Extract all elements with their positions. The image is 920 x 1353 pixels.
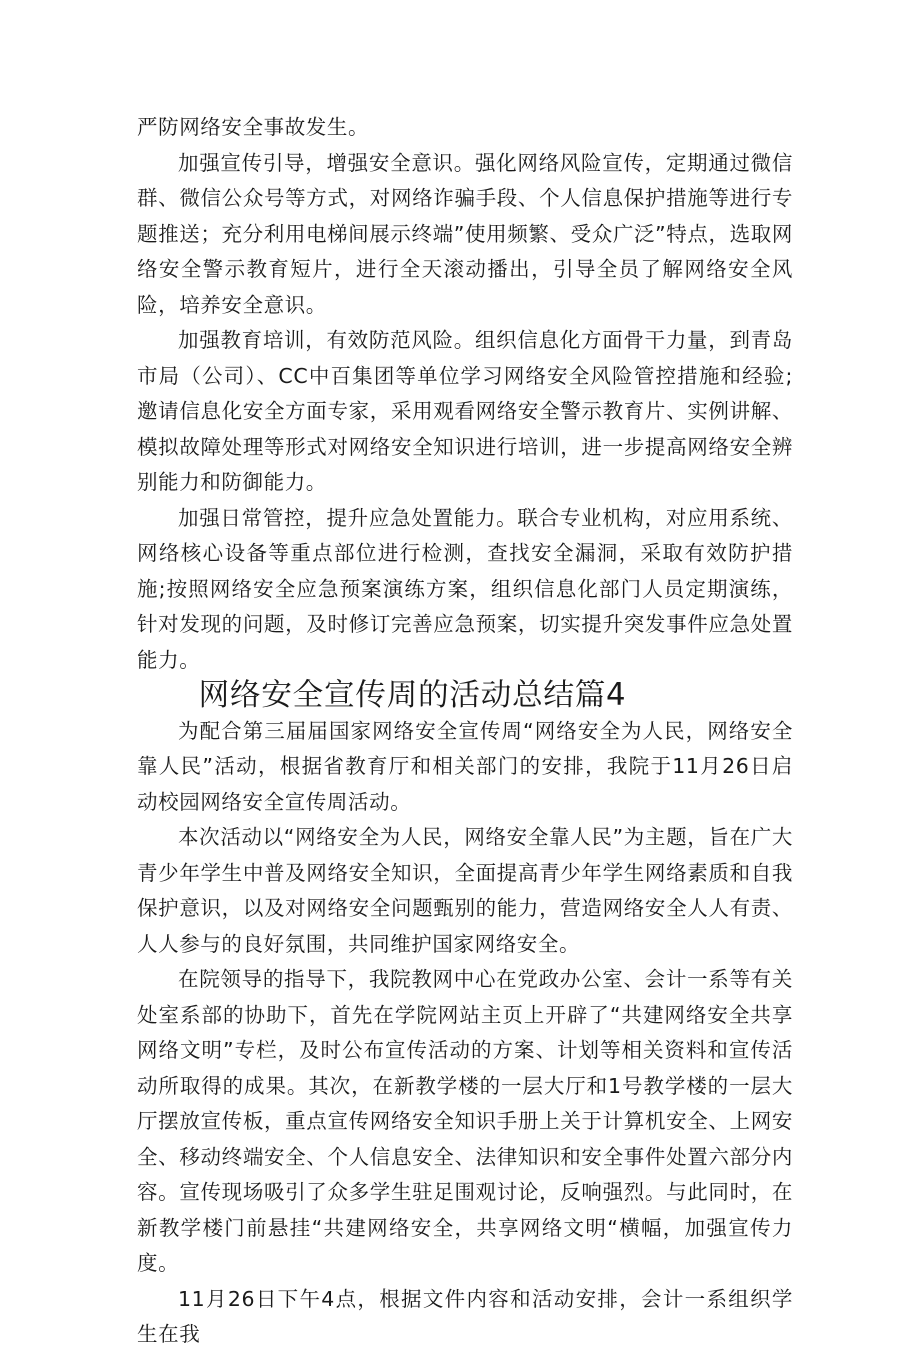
paragraph-activities: 在院领导的指导下，我院教网中心在党政办公室、会计一系等有关处室系部的协助下，首先在学院网站主页上开辟了“共建网络安全共享网络文明”专栏，及时公布宣传活动的方案、计划等相关资料和宣传活动所取得的成果。其次，在新教学楼的一层大厅和1号教学楼的一层大厅摆放宣传板，重点宣传网络安全知识手册上关于计算机安全、上网安全、移动终端安全、个人信息安全、法律知识和安全事件处置六部分内容。宣传现场吸引了众多学生驻足围观讨论，反响强烈。与此同时，在新教学楼门前悬挂“共建网络安全，共享网络文明“横幅，加强宣传力度。: [137, 967, 793, 1275]
document-body: [137, 110, 793, 1353]
paragraph-event: 11月26日下午4点，根据文件内容和活动安排，会计一系组织学生在我: [137, 1286, 793, 1346]
section-heading: 网络安全宣传周的活动总结篇4: [198, 677, 627, 713]
paragraph-training: 加强教育培训，有效防范风险。组织信息化方面骨干力量，到青岛市局（公司）、CC中百集团等单位学习网络安全风险管控措施和经验;邀请信息化安全方面专家，采用观看网络安全警示教育片、实例讲解、模拟故障处理等形式对网络安全知识进行培训，进一步提高网络安全辨别能力和防御能力。: [137, 328, 793, 494]
paragraph-intro: 为配合第三届届国家网络安全宣传周“网络安全为人民，网络安全靠人民”活动，根据省教育厅和相关部门的安排，我院于11月26日启动校园网络安全宣传周活动。: [137, 718, 793, 814]
paragraph-daily-control: 加强日常管控，提升应急处置能力。联合专业机构，对应用系统、网络核心设备等重点部位进行检测，查找安全漏洞，采取有效防护措施;按照网络安全应急预案演练方案，组织信息化部门人员定期演练，针对发现的问题，及时修订完善应急预案，切实提升突发事件应急处置能力。: [137, 505, 793, 672]
paragraph-theme: 本次活动以“网络安全为人民，网络安全靠人民”为主题，旨在广大青少年学生中普及网络安全知识，全面提高青少年学生网络素质和自我保护意识，以及对网络安全问题甄别的能力，营造网络安全人人有责、人人参与的良好氛围，共同维护国家网络安全。: [137, 825, 793, 956]
paragraph-continuation: 严防网络安全事故发生。: [137, 115, 370, 139]
paragraph-publicity: 加强宣传引导，增强安全意识。强化网络风险宣传，定期通过微信群、微信公众号等方式，对网络诈骗手段、个人信息保护措施等进行专题推送；充分利用电梯间展示终端”使用频繁、受众广泛”特点，选取网络安全警示教育短片，进行全天滚动播出，引导全员了解网络安全风险，培养安全意识。: [137, 150, 793, 317]
